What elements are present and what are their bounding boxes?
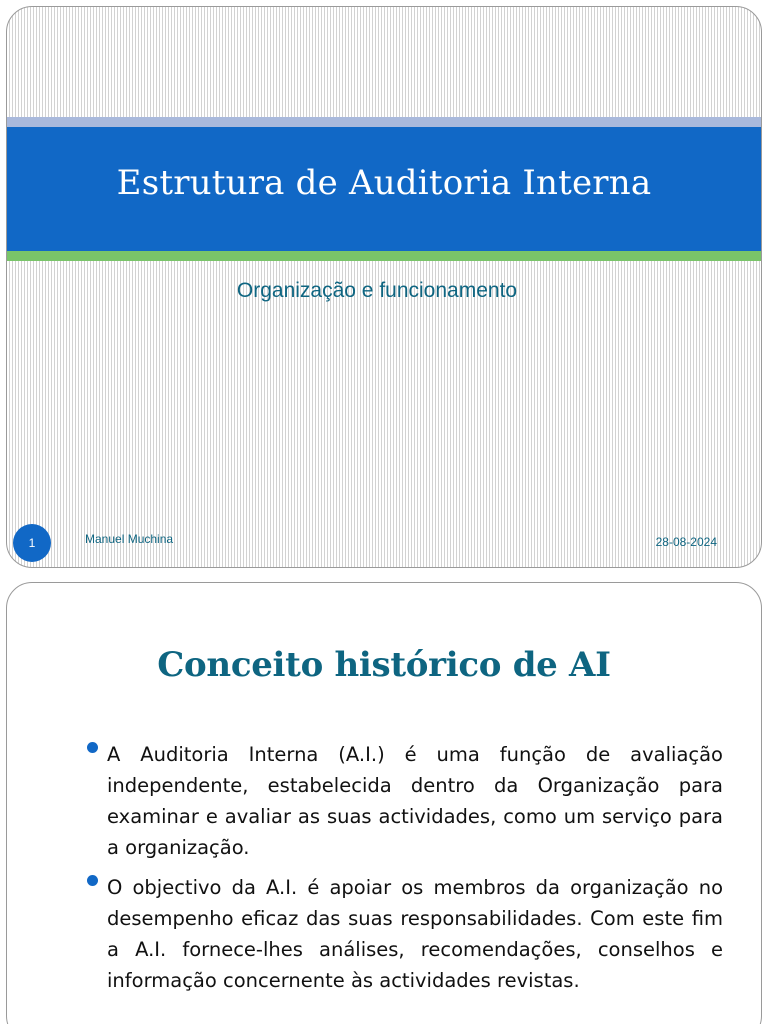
slide-title: Estrutura de Auditoria Interna (116, 163, 652, 203)
footer-author: Manuel Muchina (85, 532, 174, 546)
slide-subtitle: Organização e funcionamento (236, 279, 518, 302)
list-item (87, 739, 723, 863)
title-band (7, 127, 761, 251)
content-slide-title: Conceito histórico de AI (157, 645, 611, 685)
footer-date: 28-08-2024 (655, 535, 717, 549)
list-item (87, 872, 723, 996)
content-slide (6, 582, 762, 1024)
title-band-bottom-stripe (7, 251, 761, 261)
bullet-list (87, 739, 723, 1005)
bullet-dot-icon (87, 742, 98, 753)
title-band-top-stripe (7, 117, 761, 127)
title-slide (6, 6, 762, 568)
bullet-text: A Auditoria Interna (A.I.) é uma função de avaliação independente, estabelecida dentro da Organização para examinar e avaliar as suas actividades, como um serviço para a organização. (107, 743, 723, 859)
bullet-dot-icon (87, 875, 98, 886)
slide-number-badge: 1 (13, 524, 51, 562)
bullet-text: O objectivo da A.I. é apoiar os membros da organização no desempenho eficaz das suas responsabilidades. Com este fim a A.I. fornece-lhes análises, recomendações, conselhos e informação concernente às actividades revistas. (107, 876, 723, 992)
